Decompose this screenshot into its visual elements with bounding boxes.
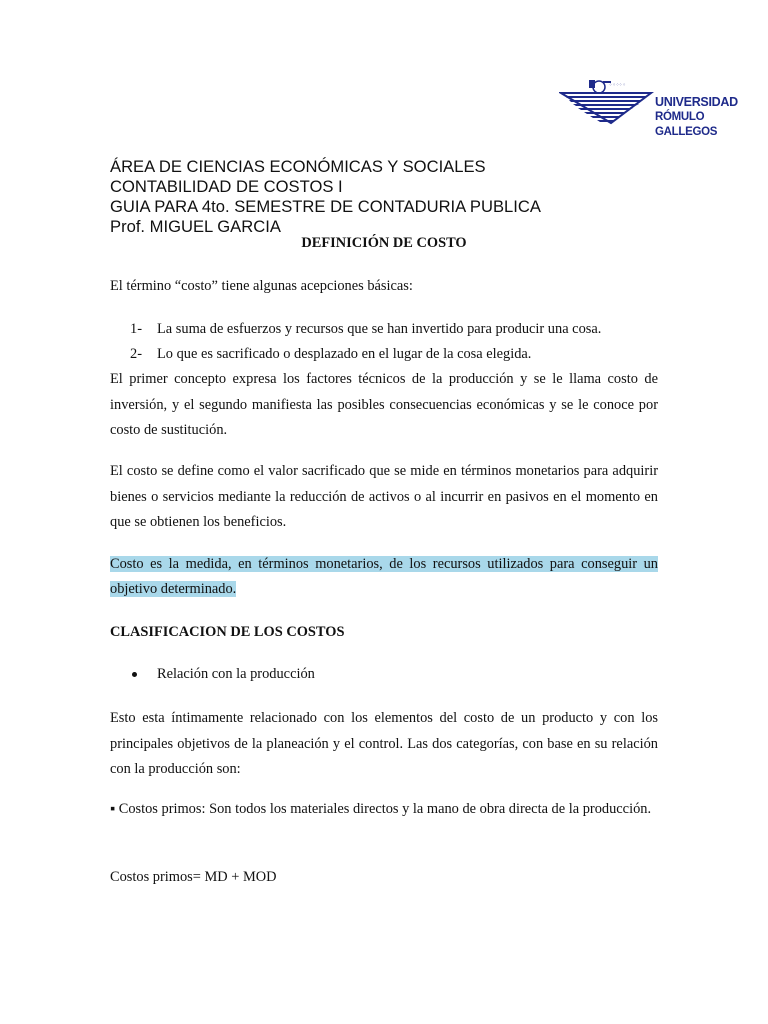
logo-wordmark [655, 95, 738, 140]
header-area: ÁREA DE CIENCIAS ECONÓMICAS Y SOCIALES [110, 157, 486, 176]
header-course: CONTABILIDAD DE COSTOS I [110, 177, 343, 196]
highlighted-definition-line1 [110, 552, 658, 578]
bullet-item-production: Relación con la producción [157, 666, 315, 682]
highlighted-definition-line2 [110, 577, 236, 603]
logo-motto: ⁘⁘⁘⁘⁘ [609, 82, 626, 87]
bullet-icon [132, 672, 137, 677]
intro-paragraph: El término “costo” tiene algunas acepciones básicas: [110, 278, 413, 294]
prime-costs-item [110, 797, 658, 823]
university-emblem-icon [559, 71, 659, 131]
list-number-2: 2- [130, 346, 142, 362]
square-bullet-icon: ▪ [110, 801, 116, 817]
paragraph-cost-definition: El costo se define como el valor sacrificado que se mide en términos monetarios para adquirir bienes o servicios mediante la reducción de activos o al incurrir en pasivos en el momento en que se obtienen los beneficios. [110, 463, 658, 530]
logo-name-line2: RÓMULO GALLEGOS [655, 111, 718, 138]
list-item-1: La suma de esfuerzos y recursos que se han invertido para producir una cosa. [157, 321, 602, 337]
section-title-definition: DEFINICIÓN DE COSTO [301, 235, 467, 251]
list-item-2: Lo que es sacrificado o desplazado en el lugar de la cosa elegida. [157, 346, 532, 362]
section-title-classification: CLASIFICACION DE LOS COSTOS [110, 624, 345, 640]
header-guide: GUIA PARA 4to. SEMESTRE DE CONTADURIA PUBLICA [110, 197, 541, 216]
paragraph-production-relation: Esto esta íntimamente relacionado con los elementos del costo de un producto y con los principales objetivos de la planeación y el control. Las dos categorías, con base en su relación con la producción son: [110, 710, 658, 777]
university-logo [559, 71, 738, 138]
header-professor: Prof. MIGUEL GARCIA [110, 217, 281, 236]
list-number-1: 1- [130, 321, 142, 337]
paragraph-concepts: El primer concepto expresa los factores técnicos de la producción y se le llama costo de inversión, y el segundo manifiesta las posibles consecuencias económicas y se le conoce por costo de sustitución. [110, 371, 658, 438]
logo-name-line1: UNIVERSIDAD [655, 95, 738, 109]
prime-costs-text: Costos primos: Son todos los materiales directos y la mano de obra directa de la producción. [118, 801, 652, 817]
highlight-text-1: Costo es la medida, en términos monetarios, de los recursos utilizados para conseguir un [110, 556, 658, 572]
prime-costs-formula: Costos primos= MD + MOD [110, 869, 277, 885]
highlight-text-2: objetivo determinado. [110, 581, 237, 597]
